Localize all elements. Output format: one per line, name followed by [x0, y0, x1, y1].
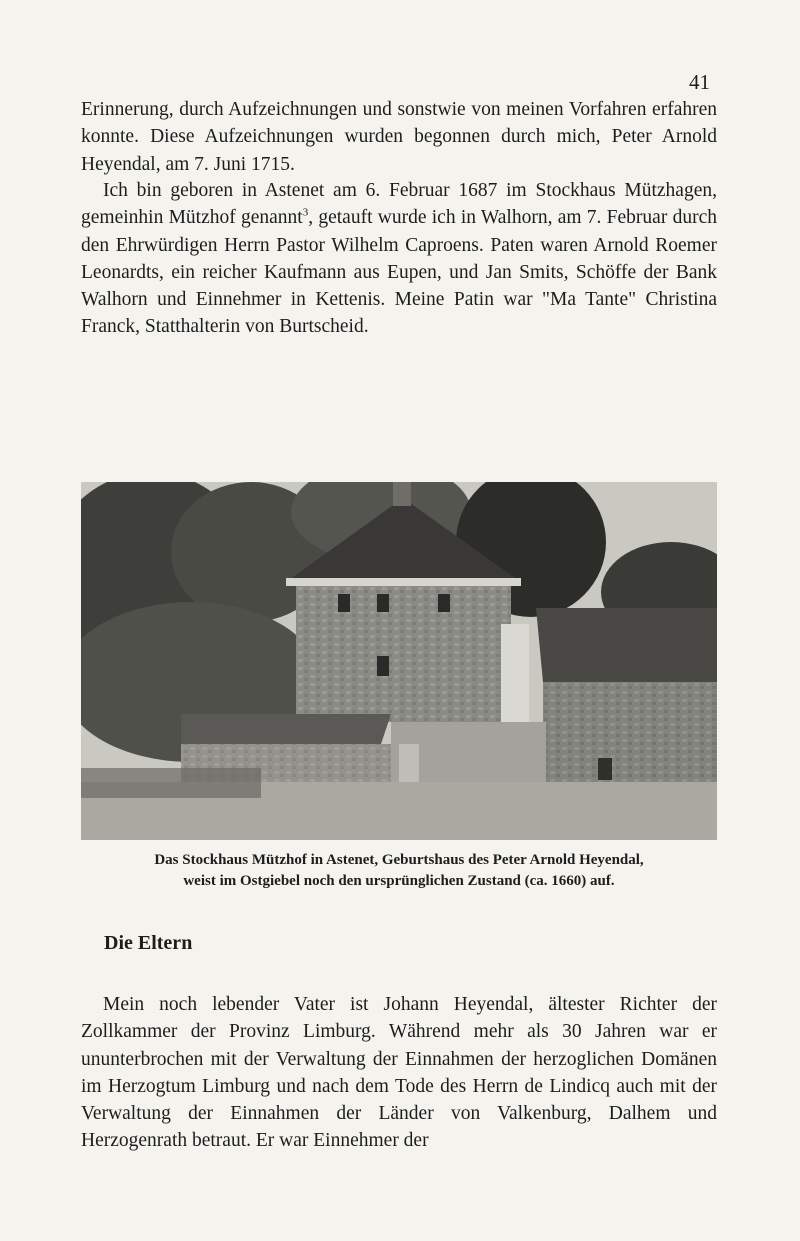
section-heading: Die Eltern — [104, 932, 193, 954]
page-number: 41 — [689, 70, 710, 94]
paragraph-parents: Mein noch lebender Vater ist Johann Heyendal, ältester Richter der Zollkammer der Provinz Limburg. Während mehr als 30 Jahren war er ununterbrochen mit der Verwaltung der Einnahmen der herzoglichen Domänen im Herzogtum Limburg und nach dem Tode des Herrn de Lindicq auch mit der Verwaltung der Einnahmen der Länder von Valkenburg, Dalhem und Herzogenrath betraut. Er war Einnehmer der — [81, 994, 717, 1152]
figure-caption-line2: weist im Ostgiebel noch den ursprünglichen Zustand (ca. 1660) auf. — [183, 873, 615, 889]
paragraph-intro: Erinnerung, durch Aufzeichnungen und sonstwie von meinen Vorfahren erfahren konnte. Diese Aufzeichnungen wurden begonnen durch mich, Peter Arnold Heyendal, am 7. Juni 1715. — [81, 99, 717, 175]
figure-caption-line1: Das Stockhaus Mützhof in Astenet, Geburtshaus des Peter Arnold Heyendal, — [154, 852, 644, 868]
figure-caption — [81, 850, 717, 892]
stockhaus-photo-illustration — [81, 482, 717, 840]
footnote-marker: 3 — [302, 206, 309, 219]
paragraph-birth-part2: , getauft wurde ich in Walhorn, am 7. Februar durch den Ehrwürdigen Herrn Pastor Wilhelm Caproens. Paten waren Arnold Roemer Leonardts, ein reicher Kaufmann aus Eupen, und Jan Smits, Schöffe der Bank Walhorn und Einnehmer in Kettenis. Meine Patin war "Ma Tante" Christina Franck, Statthalterin von Burtscheid. — [81, 207, 717, 338]
photo-stockhaus — [81, 482, 717, 840]
paragraph-birth-part1: Ich bin geboren in Astenet am 6. Februar 1687 im Stockhaus Mützhagen, gemeinhin Mützhof genannt — [81, 180, 717, 229]
paragraph-birth — [81, 177, 717, 341]
